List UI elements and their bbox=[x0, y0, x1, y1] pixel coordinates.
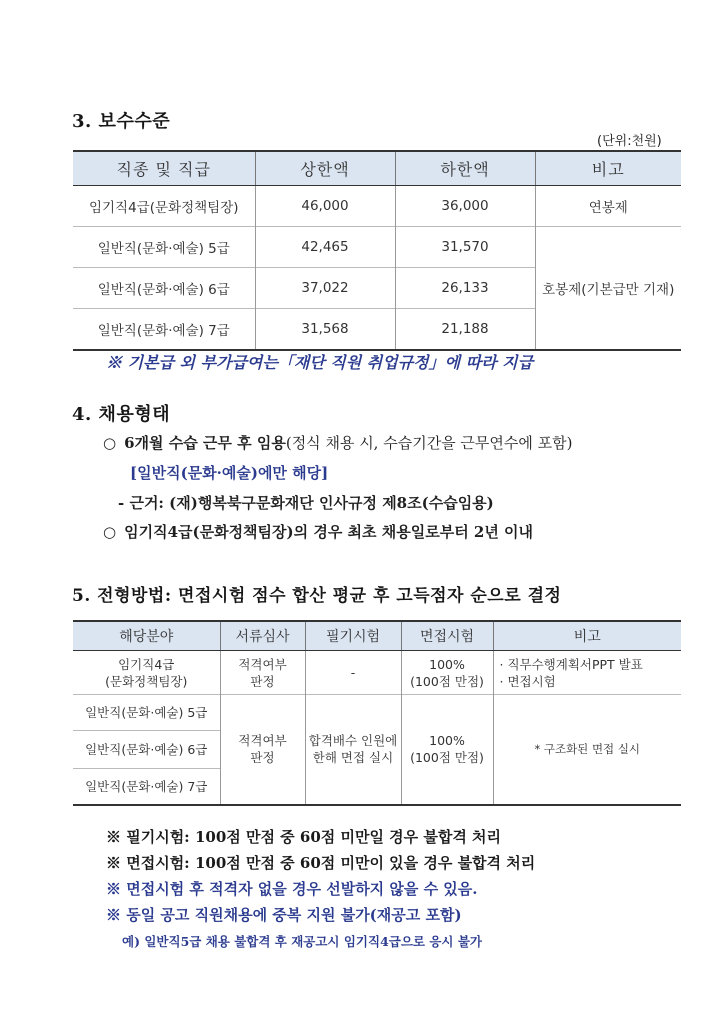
written-cell bbox=[305, 695, 401, 805]
grade-cell: 임기직4급(문화정책팀장) bbox=[73, 186, 255, 227]
document-line: 판정 bbox=[250, 750, 275, 766]
field-cell: 일반직(문화·예술) 7급 bbox=[73, 769, 220, 805]
salary-table-header bbox=[73, 151, 681, 186]
employment-scope: [일반직(문화·예술)에만 해당] bbox=[130, 464, 329, 482]
table-row bbox=[73, 186, 681, 227]
document-cell bbox=[220, 651, 305, 695]
remark-cell bbox=[493, 651, 681, 695]
interview-cell bbox=[401, 695, 493, 805]
header-interview: 면접시험 bbox=[401, 621, 493, 651]
selection-table-header bbox=[73, 621, 681, 651]
note-written-exam: ※ 필기시험: 100점 만점 중 60점 미만일 경우 불합격 처리 bbox=[106, 828, 502, 846]
written-cell: - bbox=[305, 651, 401, 695]
lower-cell: 21,188 bbox=[395, 309, 535, 351]
lower-cell: 31,570 bbox=[395, 227, 535, 268]
lower-cell: 36,000 bbox=[395, 186, 535, 227]
document-line: 적격여부 bbox=[238, 733, 287, 749]
table-row bbox=[73, 695, 681, 731]
grade-cell: 일반직(문화·예술) 6급 bbox=[73, 268, 255, 309]
employment-item-2-text: 임기직4급(문화정책팀장)의 경우 최초 채용일로부터 2년 이내 bbox=[124, 523, 534, 541]
document-cell bbox=[220, 695, 305, 805]
circle-bullet-icon: ○ bbox=[103, 523, 117, 541]
remark-line: · 면접시험 bbox=[499, 673, 556, 689]
section4-title: 4. 채용형태 bbox=[72, 404, 171, 425]
salary-footnote: ※ 기본급 외 부가급여는「재단 직원 취업규정」에 따라 지급 bbox=[106, 353, 534, 372]
employment-item-1-main: 6개월 수습 근무 후 임용 bbox=[124, 434, 286, 452]
employment-basis: - 근거: (재)행복북구문화재단 인사규정 제8조(수습임용) bbox=[118, 494, 494, 512]
field-cell: 일반직(문화·예술) 6급 bbox=[73, 731, 220, 769]
employment-item-1 bbox=[103, 432, 573, 453]
note-example: 예) 일반직5급 채용 불합격 후 재공고시 임기직4급으로 응시 불가 bbox=[122, 934, 482, 949]
salary-table bbox=[73, 150, 681, 351]
note-cell: 호봉제(기본급만 기재) bbox=[535, 227, 681, 351]
unit-label: (단위:천원) bbox=[597, 134, 662, 149]
selection-table bbox=[73, 620, 681, 806]
document-line: 적격여부 bbox=[238, 656, 287, 672]
upper-cell: 46,000 bbox=[255, 186, 395, 227]
interview-line: (100점 만점) bbox=[410, 750, 484, 766]
field-cell: 일반직(문화·예술) 5급 bbox=[73, 695, 220, 731]
grade-cell: 일반직(문화·예술) 7급 bbox=[73, 309, 255, 351]
interview-line: 100% bbox=[429, 733, 465, 749]
note-interview-exam: ※ 면접시험: 100점 만점 중 60점 미만이 있을 경우 불합격 처리 bbox=[106, 854, 536, 872]
grade-cell: 일반직(문화·예술) 5급 bbox=[73, 227, 255, 268]
table-row bbox=[73, 227, 681, 268]
upper-cell: 31,568 bbox=[255, 309, 395, 351]
interview-cell bbox=[401, 651, 493, 695]
written-line: 합격배수 인원에 bbox=[308, 733, 398, 749]
circle-bullet-icon: ○ bbox=[103, 434, 117, 452]
upper-cell: 37,022 bbox=[255, 268, 395, 309]
upper-cell: 42,465 bbox=[255, 227, 395, 268]
header-field: 해당분야 bbox=[73, 621, 220, 651]
note-cell: 연봉제 bbox=[535, 186, 681, 227]
note-no-qualified: ※ 면접시험 후 적격자 없을 경우 선발하지 않을 수 있음. bbox=[106, 880, 478, 898]
header-written: 필기시험 bbox=[305, 621, 401, 651]
header-document: 서류심사 bbox=[220, 621, 305, 651]
field-cell bbox=[73, 651, 220, 695]
header-grade: 직종 및 직급 bbox=[73, 151, 255, 186]
section5-title: 5. 전형방법: 면접시험 점수 합산 평균 후 고득점자 순으로 결정 bbox=[72, 586, 562, 606]
employment-item-1-detail: (정식 채용 시, 수습기간을 근무연수에 포함) bbox=[285, 434, 573, 452]
field-line: 임기직4급 bbox=[118, 656, 175, 672]
remark-line: · 직무수행계획서PPT 발표 bbox=[499, 656, 643, 672]
lower-cell: 26,133 bbox=[395, 268, 535, 309]
employment-item-2 bbox=[103, 521, 533, 542]
interview-line: (100점 만점) bbox=[410, 673, 484, 689]
table-row bbox=[73, 651, 681, 695]
field-line: (문화정책팀장) bbox=[105, 673, 188, 689]
header-lower: 하한액 bbox=[395, 151, 535, 186]
document-line: 판정 bbox=[250, 673, 275, 689]
header-upper: 상한액 bbox=[255, 151, 395, 186]
interview-line: 100% bbox=[429, 656, 465, 672]
header-remark: 비고 bbox=[493, 621, 681, 651]
written-line: 한해 면접 실시 bbox=[312, 750, 394, 766]
header-note: 비고 bbox=[535, 151, 681, 186]
note-duplicate-application: ※ 동일 공고 직원채용에 중복 지원 불가(재공고 포함) bbox=[106, 906, 462, 924]
section3-title: 3. 보수수준 bbox=[72, 111, 171, 132]
remark-cell: * 구조화된 면접 실시 bbox=[493, 695, 681, 805]
